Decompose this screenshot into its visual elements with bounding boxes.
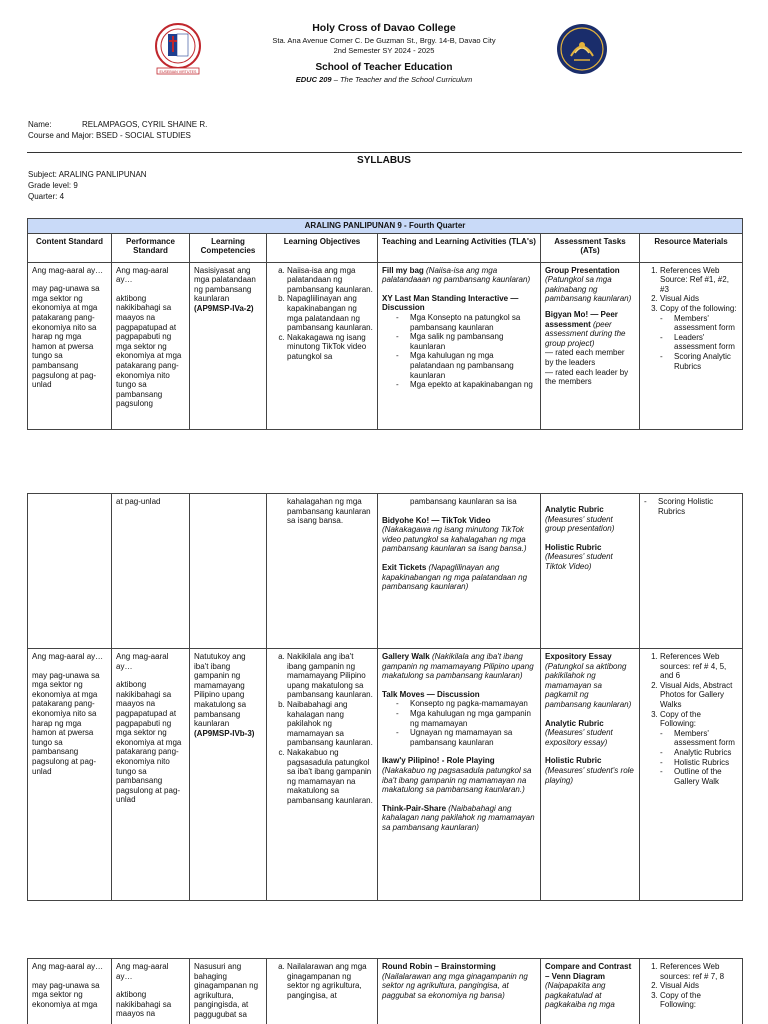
resources-cell xyxy=(640,649,743,901)
col-header-tla: Teaching and Learning Activities (TLA's) xyxy=(378,233,541,262)
list-item: 1. References Web sources: ref # 4, 5, and 6 xyxy=(660,652,738,681)
table-title: ARALING PANLIPUNAN 9 - Fourth Quarter xyxy=(28,219,743,234)
course-line xyxy=(0,75,768,84)
cell-text: may pag-unawa sa mga sektor ng ekonomiya at mga patakarang pang-ekonomiya nito sa harap ng mga hamon at pwersa tungo sa pambansang pagsulong at pag-unlad xyxy=(32,670,100,776)
competency-cell xyxy=(190,649,267,901)
cell-intro: Ang mag-aaral ay… xyxy=(32,652,104,661)
cell-text: may pag-unawa sa mga sektor ng ekonomiya at mga xyxy=(32,980,100,1009)
list-item: - Analytic Rubrics xyxy=(660,748,738,758)
seal-banner-text: EUSEBIAN VIRTUTES xyxy=(159,69,197,74)
list-item: 3. Copy of the Following: xyxy=(660,991,738,1010)
activity-title: Think-Pair-Share xyxy=(382,803,447,813)
assessment-desc: (Patungkol sa aktibong pakikilahok ng mamamayan sa pagkamit ng pambansang kaunlaran) xyxy=(545,661,632,709)
activity-title: Talk Moves — Discussion xyxy=(382,689,480,699)
syllabus-table-continued xyxy=(27,493,743,901)
table-row xyxy=(28,262,743,429)
performance-standard-cell xyxy=(112,494,190,649)
document-header xyxy=(0,22,768,84)
name-label: Name: xyxy=(28,120,52,129)
cell-intro: Ang mag-aaral ay… xyxy=(32,265,104,275)
assessment-title: Expository Essay xyxy=(545,652,612,661)
list-item: 2. Visual Aids, Abstract Photos for Gallery Walks xyxy=(660,681,738,710)
assessment-cell xyxy=(541,494,640,649)
assessment-desc: (Measures' student expository essay) xyxy=(545,728,613,747)
activity-desc: (Nakakagawa ng isang minutong TikTok video patungkol sa kahalagahan ng mga pambansang kaunlaran sa isang bansa.) xyxy=(382,525,527,554)
student-info xyxy=(28,120,207,142)
course-major: Course and Major: BSED - SOCIAL STUDIES xyxy=(28,131,191,140)
content-standard-cell xyxy=(28,262,112,429)
cell-text: Nasisiyasat ang mga palatandaan ng pambansang kaunlaran xyxy=(194,265,256,304)
activity-title: Round Robin – Brainstorming xyxy=(382,962,496,971)
subject-line: Subject: ARALING PANLIPUNAN xyxy=(28,170,147,179)
cell-intro: Ang mag-aaral ay… xyxy=(116,265,169,285)
assessment-title: Holistic Rubric xyxy=(545,756,602,766)
list-item: - Konsepto ng pagka-mamamayan xyxy=(396,699,536,709)
cell-intro: Ang mag-aaral ay… xyxy=(116,652,169,671)
list-item-label: Copy of the following: xyxy=(660,303,737,313)
activity-desc: (Naibabahagi ang kahalagan nang pakilahok ng mamamayan sa pambansang kaunlaran) xyxy=(382,803,535,832)
assessment-desc: (Naipapakita ang pagkakatulad at pagkakaiba ng mga xyxy=(545,981,615,1010)
objectives-cell xyxy=(267,262,378,429)
list-item: - Mga kahulugan ng mga palatandaan ng pambansang kaunlaran xyxy=(396,351,536,380)
activity-desc: (Napaglilinayan ang kapakinabangan ng mga palatandaan ng pambansang kaunlaran) xyxy=(382,562,528,592)
resources-cell xyxy=(640,494,743,649)
assessment-title: Compare and Contrast – Venn Diagram xyxy=(545,962,632,981)
table-row xyxy=(28,494,743,649)
activity-title: Ikaw'y Pilipino! - Role Playing xyxy=(382,756,495,766)
assessment-desc: (Measures' student's role playing) xyxy=(545,765,634,785)
resources-cell xyxy=(640,262,743,429)
list-item: - Mga salik ng pambansang kaunlaran xyxy=(396,332,536,351)
objectives-cell xyxy=(267,494,378,649)
performance-standard-cell xyxy=(112,959,190,1024)
activity-desc: (Nakakabuo ng pagsasadula patungkol sa iba't ibang gampanin ng mamamayan na makatulong sa pambansang kaunlaran.) xyxy=(382,765,532,795)
list-item: c. Nakakabuo ng pagsasadula patungkol sa iba't ibang gampanin ng mamamayan na makatulong sa pambansang kaunlaran. xyxy=(287,748,373,806)
list-item: - Holistic Rubrics xyxy=(660,758,738,768)
activity-title: XY Last Man Standing Interactive — Discussion xyxy=(382,293,519,313)
list-item: - Members' assessment form xyxy=(660,314,738,333)
assessment-cell xyxy=(541,649,640,901)
course-meta xyxy=(28,170,147,203)
cell-text: aktibong nakikibahagi sa maayos na pagpapatupad at pagpapabuti ng mga sektor ng ekonomiya at mga patakarang pang-ekonomiya nito tungo sa pambansang pagsulong xyxy=(116,293,182,409)
course-code: EDUC 209 xyxy=(295,74,332,84)
list-item: a. Naiisa-isa ang mga palatandaan ng pambansang kaunlaran. xyxy=(287,266,373,295)
list-item xyxy=(660,710,738,787)
assessment-title: Analytic Rubric xyxy=(545,505,604,514)
list-item: 2. Visual Aids xyxy=(660,981,738,991)
tla-cell xyxy=(378,262,541,429)
resources-cell xyxy=(640,959,743,1024)
list-item: 1. References Web Source: Ref #1, #2, #3 xyxy=(660,266,738,295)
list-item: - Members' assessment form xyxy=(660,729,738,748)
list-item: - Mga Konsepto na patungkol sa pambansang kaunlaran xyxy=(396,313,536,332)
list-item: - Scoring Holistic Rubrics xyxy=(644,497,738,516)
competency-code: (AP9MSP-IVa-2) xyxy=(194,303,254,313)
table-row xyxy=(28,959,743,1024)
assessment-desc: (Patungkol sa mga pakinabang ng pambansang kaunlaran) xyxy=(545,275,632,304)
tla-cell xyxy=(378,494,541,649)
assessment-note: — rated each member by the leaders xyxy=(545,348,625,367)
assessment-desc: (Measures' student Tiktok Video) xyxy=(545,552,613,571)
assessment-cell xyxy=(541,262,640,429)
list-item: 1. References Web sources: ref # 7, 8 xyxy=(660,962,738,981)
objectives-cell xyxy=(267,649,378,901)
performance-standard-cell xyxy=(112,649,190,901)
activity-desc: (Naiisa-isa ang mga palatandaaan ng pambansang kaunlaran) xyxy=(382,265,531,285)
list-item: a. Nakikilala ang iba't ibang gampanin ng mamamayang Pilipino upang makatulong sa pambansang kaunlaran. xyxy=(287,652,373,700)
activity-title: Gallery Walk xyxy=(382,652,430,661)
list-item: - Mga epekto at kapakinabangan ng xyxy=(396,380,536,390)
assessment-desc: (peer assessment during the group project) xyxy=(545,319,626,348)
list-item: - Scoring Analytic Rubrics xyxy=(660,352,738,371)
cell-text: kahalagahan ng mga pambansang kaunlaran sa isang bansa. xyxy=(287,497,371,526)
list-item: - Leaders' assessment form xyxy=(660,333,738,352)
name-value: RELAMPAGOS, CYRIL SHAINE R. xyxy=(82,120,208,129)
grade-line: Grade level: 9 xyxy=(28,181,78,190)
cell-text: aktibong nakikibahagi sa maayos na xyxy=(116,990,172,1019)
activity-title: Fill my bag xyxy=(382,265,424,275)
col-header-learning-objectives: Learning Objectives xyxy=(267,233,378,262)
competency-cell xyxy=(190,494,267,649)
list-item: b. Napagliilinayan ang kapakinabangan ng mga palatandaan ng pambansang kaunlaran. xyxy=(287,294,373,332)
assessment-desc: (Measures' student group presentation) xyxy=(545,514,615,534)
course-title: – The Teacher and the School Curriculum xyxy=(331,74,473,84)
school-name: Holy Cross of Davao College xyxy=(312,22,456,34)
col-header-performance-standard: Performance Standard xyxy=(112,233,190,262)
cell-text: may pag-unawa sa mga sektor ng ekonomiya at mga patakarang pang-ekonomiya nito sa harap ng mga hamon at pwersa tungo sa pambansang pagsulong at pag-unlad xyxy=(32,284,100,390)
assessment-note: — rated each leader by the members xyxy=(545,367,629,387)
syllabus-title: SYLLABUS xyxy=(357,155,411,166)
performance-standard-cell xyxy=(112,262,190,429)
list-item: c. Nakakagawa ng isang minutong TikTok video patungkol sa xyxy=(287,333,373,362)
col-header-resource-materials: Resource Materials xyxy=(640,233,743,262)
cell-intro: Ang mag-aaral ay… xyxy=(32,962,104,971)
list-item: - Outline of the Gallery Walk xyxy=(660,767,738,786)
tla-cell xyxy=(378,959,541,1024)
assessment-title: Holistic Rubric xyxy=(545,542,602,552)
col-header-content-standard: Content Standard xyxy=(28,233,112,262)
competency-cell xyxy=(190,262,267,429)
school-address: Sta. Ana Avenue Corner C. De Guzman St., Brgy. 14-B, Davao City xyxy=(272,35,496,45)
assessment-title: Analytic Rubric xyxy=(545,718,604,728)
col-header-learning-competencies: Learning Competencies xyxy=(190,233,267,262)
cell-text: at pag-unlad xyxy=(116,497,161,506)
assessment-cell xyxy=(541,959,640,1024)
quarter-line: Quarter: 4 xyxy=(28,192,65,201)
cell-intro: Ang mag-aaral ay… xyxy=(116,962,169,981)
syllabus-table xyxy=(27,218,743,430)
syllabus-table-page3 xyxy=(27,958,743,1024)
department-name: School of Teacher Education xyxy=(315,61,453,73)
activity-desc: (Nakikilala ang iba't ibang gampanin ng mamamayang Pilipino upang makatulong sa pambansang kaunlaran) xyxy=(382,652,534,681)
list-item-label: Copy of the Following: xyxy=(660,709,701,729)
list-item: b. Naibabahagi ang kahalagan nang pakilahok ng mamamayan sa pambansang kaunlaran. xyxy=(287,700,373,748)
list-item: 2. Visual Aids xyxy=(660,294,738,304)
list-item xyxy=(660,304,738,371)
activity-title: Exit Tickets xyxy=(382,562,427,572)
list-item: - Mga kahulugan ng mga gampanin ng mamamayan xyxy=(396,709,536,728)
table-row xyxy=(28,649,743,901)
cell-text: Nasusuri ang bahaging ginagampanan ng agrikultura, pangingisda, at paggugubat sa xyxy=(194,962,259,1019)
content-standard-cell xyxy=(28,959,112,1024)
activity-title: Bidyohe Ko! — TikTok Video xyxy=(382,515,491,525)
cell-text: Natutukoy ang iba't ibang gampanin ng mamamayang Pilipino upang makatulong sa pambansang kaunlaran xyxy=(194,652,247,729)
cell-text: pambansang kaunlaran sa isa xyxy=(410,497,517,506)
tla-cell xyxy=(378,649,541,901)
content-standard-cell xyxy=(28,494,112,649)
cell-text: aktibong nakikibahagi sa maayos na pagpapatupad at pagpapabuti ng mga sektor ng ekonomiya at mga patakarang pang-ekonomiya nito tungo sa pambansang pagsulong at pag-unlad xyxy=(116,680,182,805)
assessment-title: Group Presentation xyxy=(545,265,620,275)
list-item: - Ugnayan ng mamamayan sa pambansang kaunlaran xyxy=(396,728,536,747)
semester-line: 2nd Semester SY 2024 - 2025 xyxy=(333,45,435,55)
objectives-cell xyxy=(267,959,378,1024)
list-item: a. Nailalarawan ang mga ginagampanan ng sektor ng agrikultura, pangingisa, at xyxy=(287,962,373,1000)
assessment-title: Bigyan Mo! — Peer assessment xyxy=(545,309,618,329)
content-standard-cell xyxy=(28,649,112,901)
divider-line xyxy=(27,152,742,153)
competency-cell xyxy=(190,959,267,1024)
competency-code: (AP9MSP-IVb-3) xyxy=(194,728,255,738)
col-header-assessment-tasks: Assessment Tasks (ATs) xyxy=(541,233,640,262)
activity-desc: (Nailalarawan ang mga ginagampanin ng sektor ng agrikultura, pangingisa, at paggubat sa ekonomiya ng bansa) xyxy=(382,971,528,1000)
